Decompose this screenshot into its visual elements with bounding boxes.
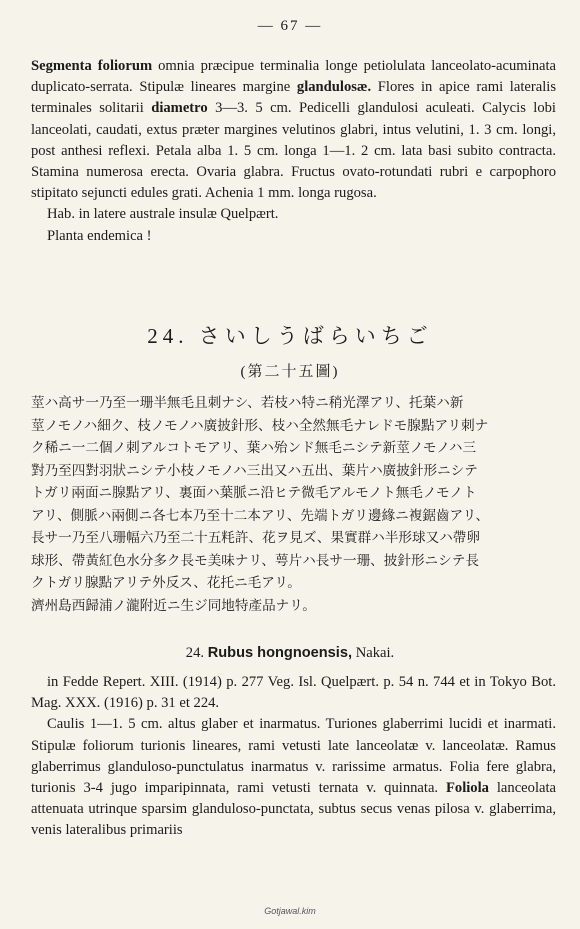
citation-text: in Fedde Repert. XIII. (1914) p. 277 Veg. Isl. Quelpært. p. 54 n. 744 et in Tokyo Bot. Mag. XXX. (1916) p. 31 et 224. xyxy=(31,674,556,712)
latin-text: Flores in apice rami lateralis terminales solitarii xyxy=(31,79,556,117)
latin-text: lanceolata attenuata utrinque sparsim glanduloso-punctata, subtus secus venas pilosa v. glaberrima, venis lateralibus primariis xyxy=(31,780,557,839)
jp-line: 濟州島西歸浦ノ瀧附近ニ生ジ同地特產品ナリ。 xyxy=(31,597,316,614)
latin-citation-block xyxy=(31,672,556,842)
jp-line: ク稀ニ一二個ノ刺アルコトモアリ、葉ハ殆ンド無毛ニシテ新莖ノモノハ三 xyxy=(31,440,477,456)
bold-term: glandulosæ. xyxy=(296,79,372,96)
bold-term: Segmenta foliorum xyxy=(31,58,153,74)
watermark: Gotjawal.kim xyxy=(264,906,316,916)
latin-text: omnia præcipue terminalia longe petiolulata lanceolato-acuminata duplicato-serrata. Stipulæ lineares margine xyxy=(31,58,556,96)
jp-line: クトガリ腺點アリテ外反ス、花托ニ毛アリ。 xyxy=(31,575,301,591)
jp-line: トガリ兩面ニ腺點アリ、裏面ハ葉脈ニ沿ヒテ微毛アルモノト無毛ノモノト xyxy=(31,485,477,501)
japanese-description xyxy=(31,392,556,617)
jp-line: 莖ノモノハ細ク、枝ノモノハ廣披針形、枝ハ全然無毛ナレドモ腺點アリ刺ナ xyxy=(31,417,489,434)
latin-text: Caulis 1—1. 5 cm. altus glaber et inarmatus. Turiones glaberrimi lucidi et inarmati. Stipulæ foliorum turionis lineares, rami vetusti late lanceolatæ v. lanceolatæ. Ramus glaberrimus glanduloso-punctulatus inarmatus v. rarissime armatus. Folia fere glabra, turionis 3-4 jugo imparipinnata, rami vetusti ternata v. quinnata. xyxy=(31,716,556,797)
endemic-line: Planta endemica ! xyxy=(47,227,152,244)
jp-line: 球形、帶黃紅色水分多ク長モ美味ナリ、萼片ハ長サ一珊、披針形ニシテ長 xyxy=(31,552,479,569)
latin-text: 3—3. 5 cm. Pedicelli glandulosi aculeati. Calycis lobi lanceolati, caudati, extus præter margines velutinos glabri, intus velutini, 1. 3 cm. longi, post anthesi reflexi. Petala alba 1. 5 cm. longa 1—1. 2 cm. lata basi subito contracta. Stamina numerosa erecta. Ovaria glabra. Fructus ovato-rotundati rubri e carpophoro stipitato sejuncti edules grati. Achenia 1 mm. longa rugosa. xyxy=(31,100,556,202)
jp-line: アリ、側脈ハ兩側ニ各七本乃至十二本アリ、先端トガリ邊緣ニ複鋸齒アリ、 xyxy=(31,507,490,524)
figure-reference: (第二十五圖) xyxy=(240,364,340,380)
latin-description-block xyxy=(31,56,556,247)
species-author: Nakai. xyxy=(355,645,395,661)
bold-term: Foliola xyxy=(445,780,489,797)
page-number: — 67 — xyxy=(257,18,323,34)
jp-line: 長サ一乃至八珊幅六乃至二十五粍許、花ヲ見ズ、果實群ハ半形球又ハ帶卵 xyxy=(31,530,480,546)
species-name: Rubus hongnoensis, xyxy=(207,645,353,661)
japanese-species-heading: 24. さいしうばらいちご xyxy=(147,324,433,348)
bold-term: diametro xyxy=(151,100,208,117)
jp-line: 對乃至四對羽狀ニシテ小枝ノモノハ三出又ハ五出、葉片ハ廣披針形ニシテ xyxy=(31,462,478,479)
habitat-line: Hab. in latere australe insulæ Quelpært. xyxy=(47,206,279,223)
species-number: 24. xyxy=(185,645,205,661)
jp-line: 莖ハ高サ一乃至一珊半無毛且刺ナシ、若枝ハ特ニ稍光澤アリ、托葉ハ新 xyxy=(31,395,464,411)
latin-species-heading xyxy=(0,645,580,662)
